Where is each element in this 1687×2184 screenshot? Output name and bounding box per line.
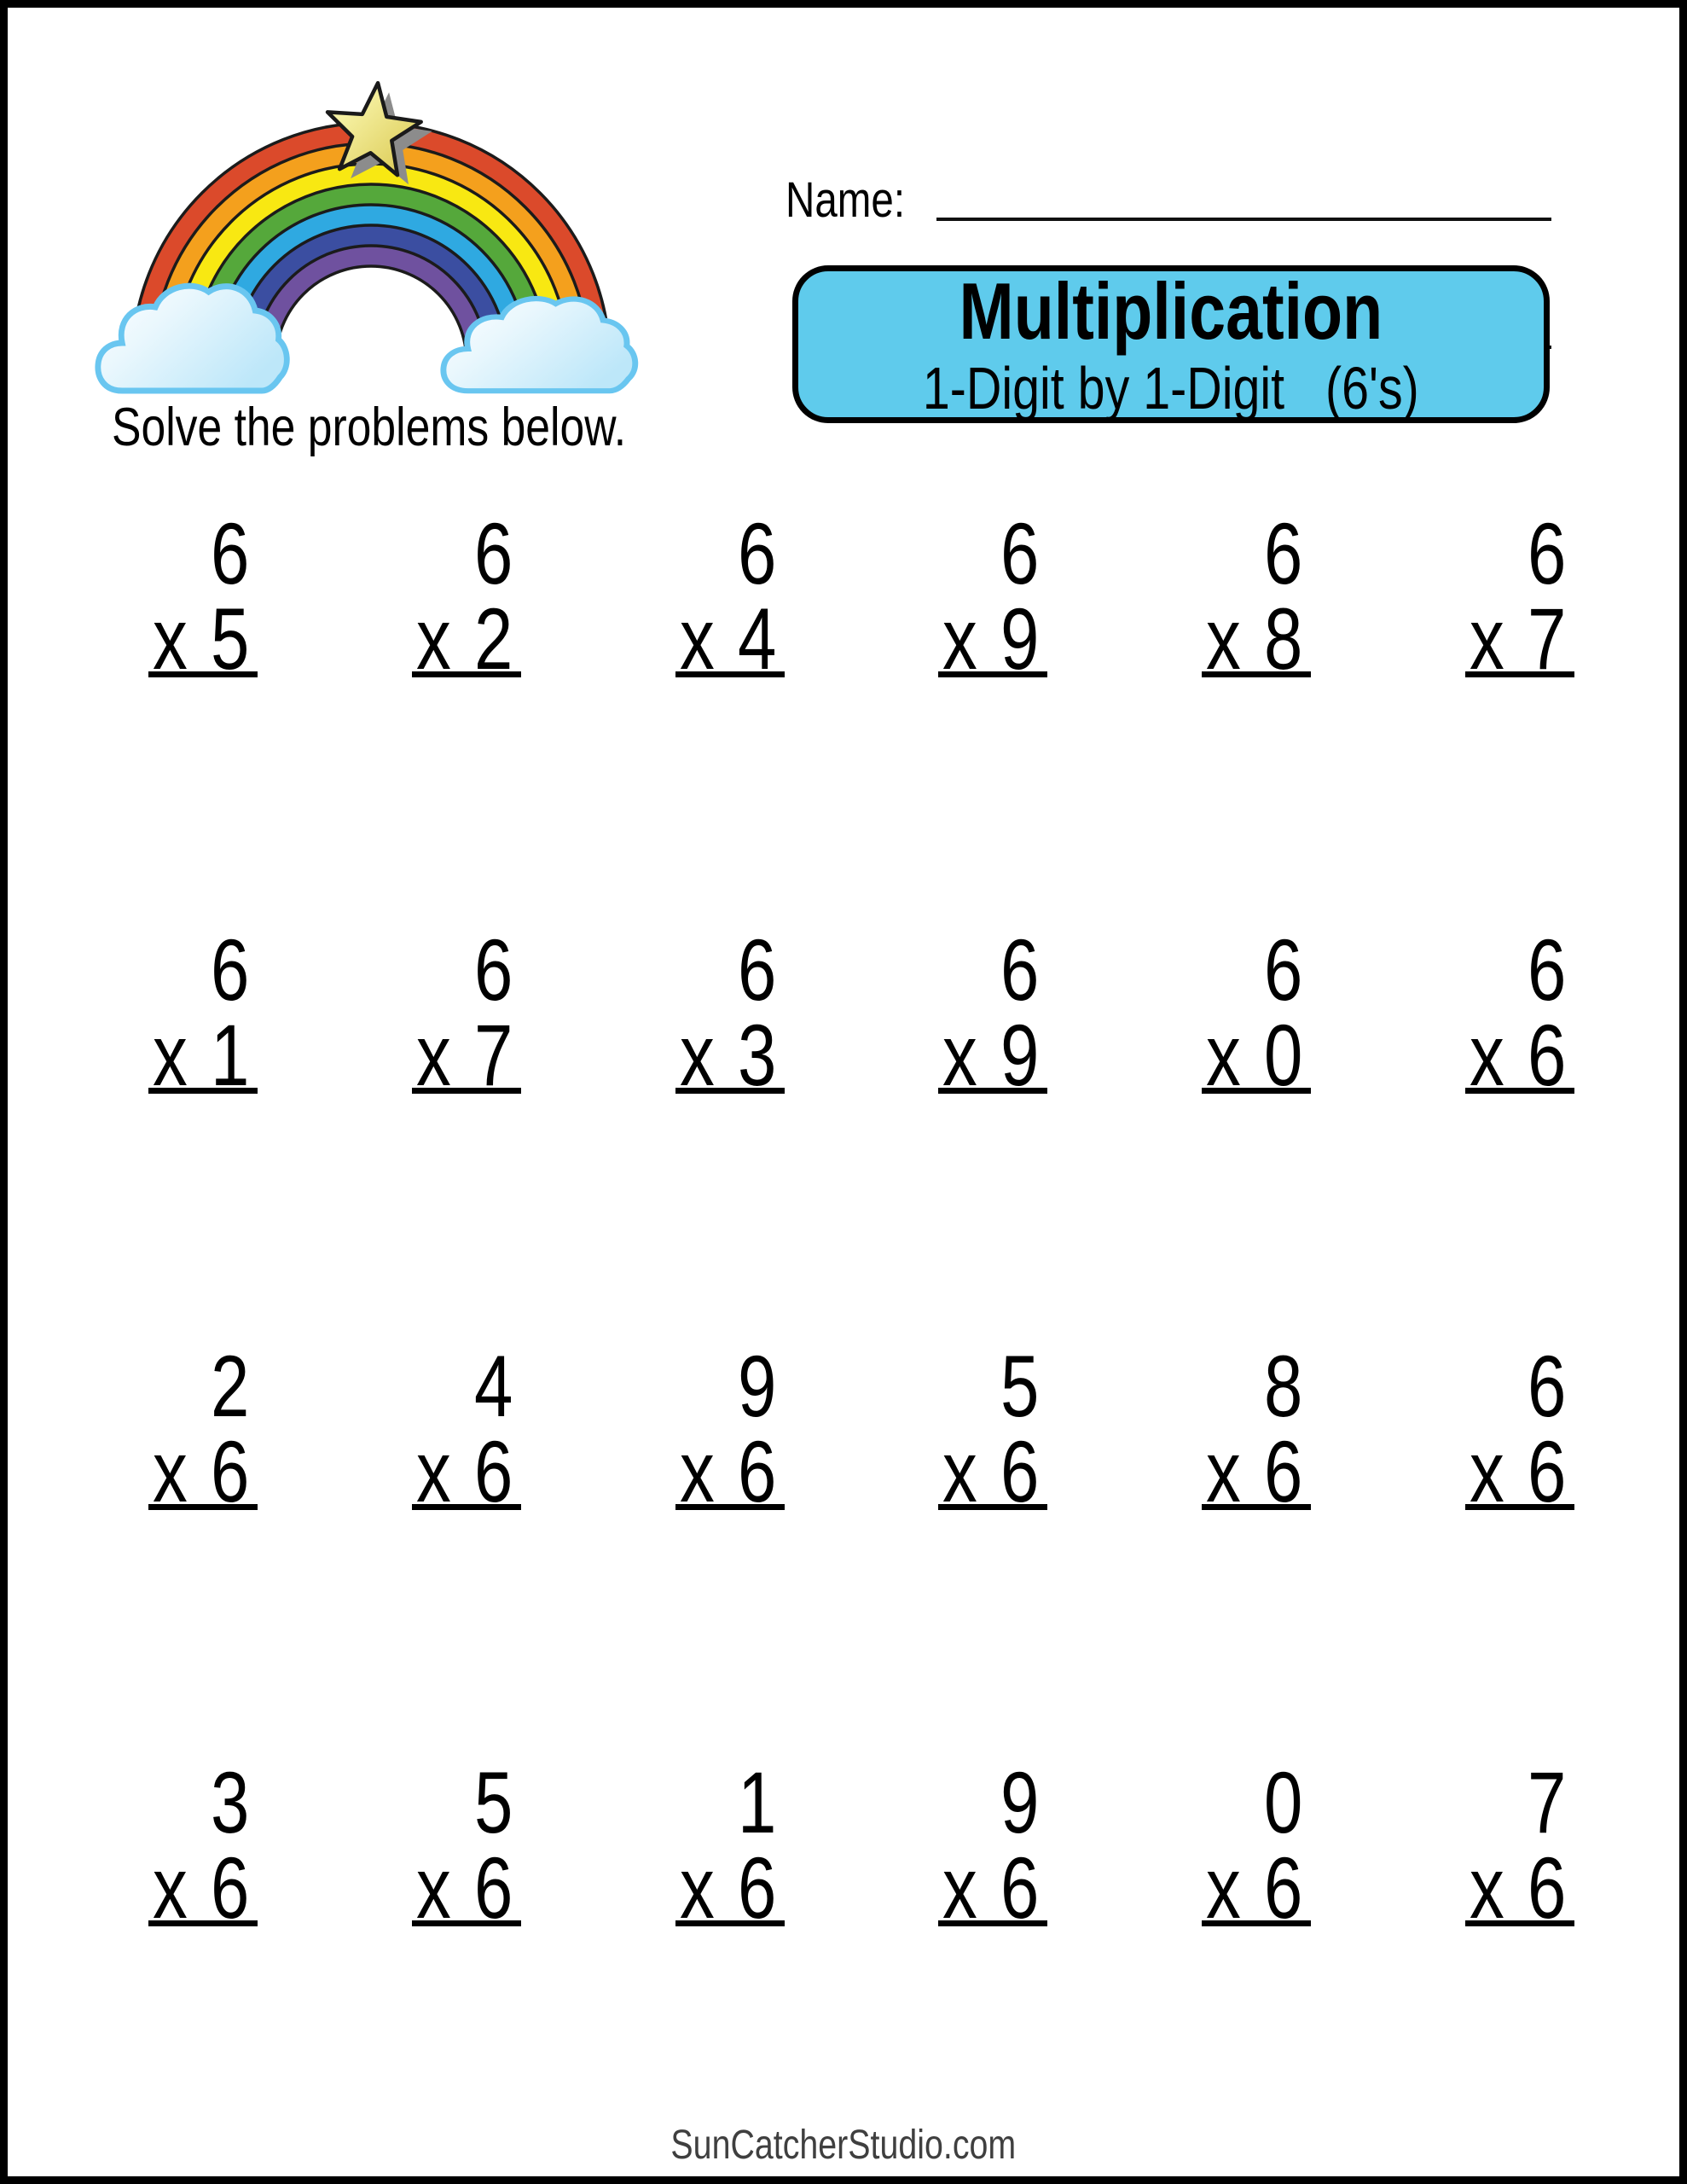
multiplier: 0: [1263, 1007, 1303, 1104]
times-operator: x: [153, 1007, 188, 1104]
multiplicand: 3: [211, 1754, 250, 1851]
multiplier-line: [412, 1423, 521, 1520]
problems-grid: [72, 505, 1651, 2176]
multiplicand: 5: [1000, 1338, 1040, 1435]
multiplier: 6: [1527, 1423, 1567, 1520]
multiplier-line: [148, 1423, 258, 1520]
multiplier: 6: [211, 1423, 250, 1520]
multiplier-line: [148, 1007, 258, 1104]
multiplier-line: [1465, 1007, 1574, 1104]
problem: [148, 505, 258, 927]
multiplier-line: [412, 1839, 521, 1937]
multiplier: 6: [1263, 1839, 1303, 1937]
multiplicand: 6: [473, 921, 513, 1019]
multiplier-line: [1465, 590, 1574, 688]
multiplier: 9: [1000, 590, 1040, 688]
multiplier: 6: [1527, 1839, 1567, 1937]
multiplier-line: [938, 1007, 1047, 1104]
multiplier: 2: [473, 590, 513, 688]
multiplicand: 0: [1263, 1754, 1303, 1851]
times-operator: x: [153, 1839, 188, 1937]
multiplicand: 6: [1000, 921, 1040, 1019]
multiplier: 8: [1263, 590, 1303, 688]
times-operator: x: [942, 1423, 978, 1520]
multiplicand: 5: [473, 1754, 513, 1851]
times-operator: x: [415, 1007, 451, 1104]
times-operator: x: [679, 1007, 715, 1104]
problem: [412, 1338, 521, 1760]
multiplicand: 1: [737, 1754, 777, 1851]
problem: [1202, 1754, 1311, 2176]
multiplier-line: [675, 590, 785, 688]
multiplier-line: [1202, 1423, 1311, 1520]
multiplier-line: [675, 1423, 785, 1520]
problem: [1202, 921, 1311, 1344]
problem: [148, 921, 258, 1344]
multiplier-line: [1465, 1423, 1574, 1520]
times-operator: x: [1469, 1423, 1504, 1520]
worksheet-subtitle: 1-Digit by 1-Digit (6's): [923, 355, 1419, 422]
multiplier: 6: [211, 1839, 250, 1937]
problem: [938, 921, 1047, 1344]
multiplier-line: [675, 1839, 785, 1937]
multiplicand: 6: [211, 505, 250, 602]
problem: [938, 505, 1047, 927]
problem: [148, 1754, 258, 2176]
multiplier-line: [1202, 1007, 1311, 1104]
multiplicand: 6: [737, 921, 777, 1019]
multiplier: 5: [211, 590, 250, 688]
times-operator: x: [1205, 590, 1241, 688]
multiplier: 6: [1527, 1007, 1567, 1104]
multiplicand: 2: [211, 1338, 250, 1435]
multiplier-line: [412, 590, 521, 688]
title-box: [792, 265, 1550, 423]
worksheet-title: Multiplication: [959, 265, 1383, 356]
times-operator: x: [415, 1839, 451, 1937]
times-operator: x: [1205, 1839, 1241, 1937]
problem: [675, 1754, 785, 2176]
problem: [412, 1754, 521, 2176]
multiplicand: 4: [473, 1338, 513, 1435]
times-operator: x: [679, 590, 715, 688]
multiplier-line: [938, 1839, 1047, 1937]
multiplier: 6: [473, 1423, 513, 1520]
times-operator: x: [1205, 1423, 1241, 1520]
times-operator: x: [679, 1423, 715, 1520]
problem: [1465, 1754, 1574, 2176]
times-operator: x: [1205, 1007, 1241, 1104]
multiplier: 6: [1263, 1423, 1303, 1520]
times-operator: x: [415, 1423, 451, 1520]
times-operator: x: [153, 1423, 188, 1520]
problem: [1465, 505, 1574, 927]
multiplicand: 6: [473, 505, 513, 602]
multiplier-line: [938, 590, 1047, 688]
footer: [8, 2122, 1679, 2169]
name-line: [936, 218, 1551, 221]
multiplicand: 7: [1527, 1754, 1567, 1851]
times-operator: x: [679, 1839, 715, 1937]
instruction-text: Solve the problems below.: [112, 398, 627, 457]
problem: [675, 505, 785, 927]
multiplicand: 6: [1263, 921, 1303, 1019]
multiplier-line: [148, 590, 258, 688]
multiplier: 1: [211, 1007, 250, 1104]
site-name: SunCatcherStudio.com: [670, 2123, 1017, 2168]
times-operator: x: [942, 590, 978, 688]
multiplier: 6: [737, 1423, 777, 1520]
multiplier: 6: [1000, 1839, 1040, 1937]
multiplicand: 6: [1527, 505, 1567, 602]
problem: [675, 921, 785, 1344]
multiplier-line: [1202, 590, 1311, 688]
multiplier: 9: [1000, 1007, 1040, 1104]
rainbow-illustration: [84, 50, 647, 400]
times-operator: x: [415, 590, 451, 688]
problem: [1202, 505, 1311, 927]
multiplier: 6: [737, 1839, 777, 1937]
multiplier-line: [412, 1007, 521, 1104]
problem: [412, 921, 521, 1344]
multiplier-line: [675, 1007, 785, 1104]
problem: [148, 1338, 258, 1760]
problem: [938, 1338, 1047, 1760]
multiplier: 6: [1000, 1423, 1040, 1520]
multiplicand: 6: [1527, 921, 1567, 1019]
multiplicand: 9: [1000, 1754, 1040, 1851]
problem: [412, 505, 521, 927]
multiplier: 7: [1527, 590, 1567, 688]
multiplicand: 8: [1263, 1338, 1303, 1435]
multiplicand: 9: [737, 1338, 777, 1435]
multiplicand: 6: [211, 921, 250, 1019]
times-operator: x: [1469, 1839, 1504, 1937]
name-label: Name:: [786, 172, 906, 228]
name-field: [786, 172, 1551, 228]
problem: [938, 1754, 1047, 2176]
multiplier: 7: [473, 1007, 513, 1104]
problem: [1202, 1338, 1311, 1760]
times-operator: x: [942, 1839, 978, 1937]
multiplier: 3: [737, 1007, 777, 1104]
problem: [1465, 921, 1574, 1344]
multiplier-line: [1202, 1839, 1311, 1937]
multiplicand: 6: [1263, 505, 1303, 602]
times-operator: x: [153, 590, 188, 688]
problem: [1465, 1338, 1574, 1760]
times-operator: x: [942, 1007, 978, 1104]
multiplicand: 6: [1527, 1338, 1567, 1435]
times-operator: x: [1469, 1007, 1504, 1104]
multiplier-line: [938, 1423, 1047, 1520]
multiplier-line: [1465, 1839, 1574, 1937]
multiplier: 6: [473, 1839, 513, 1937]
multiplicand: 6: [737, 505, 777, 602]
problem: [675, 1338, 785, 1760]
multiplicand: 6: [1000, 505, 1040, 602]
times-operator: x: [1469, 590, 1504, 688]
multiplier-line: [148, 1839, 258, 1937]
multiplier: 4: [737, 590, 777, 688]
